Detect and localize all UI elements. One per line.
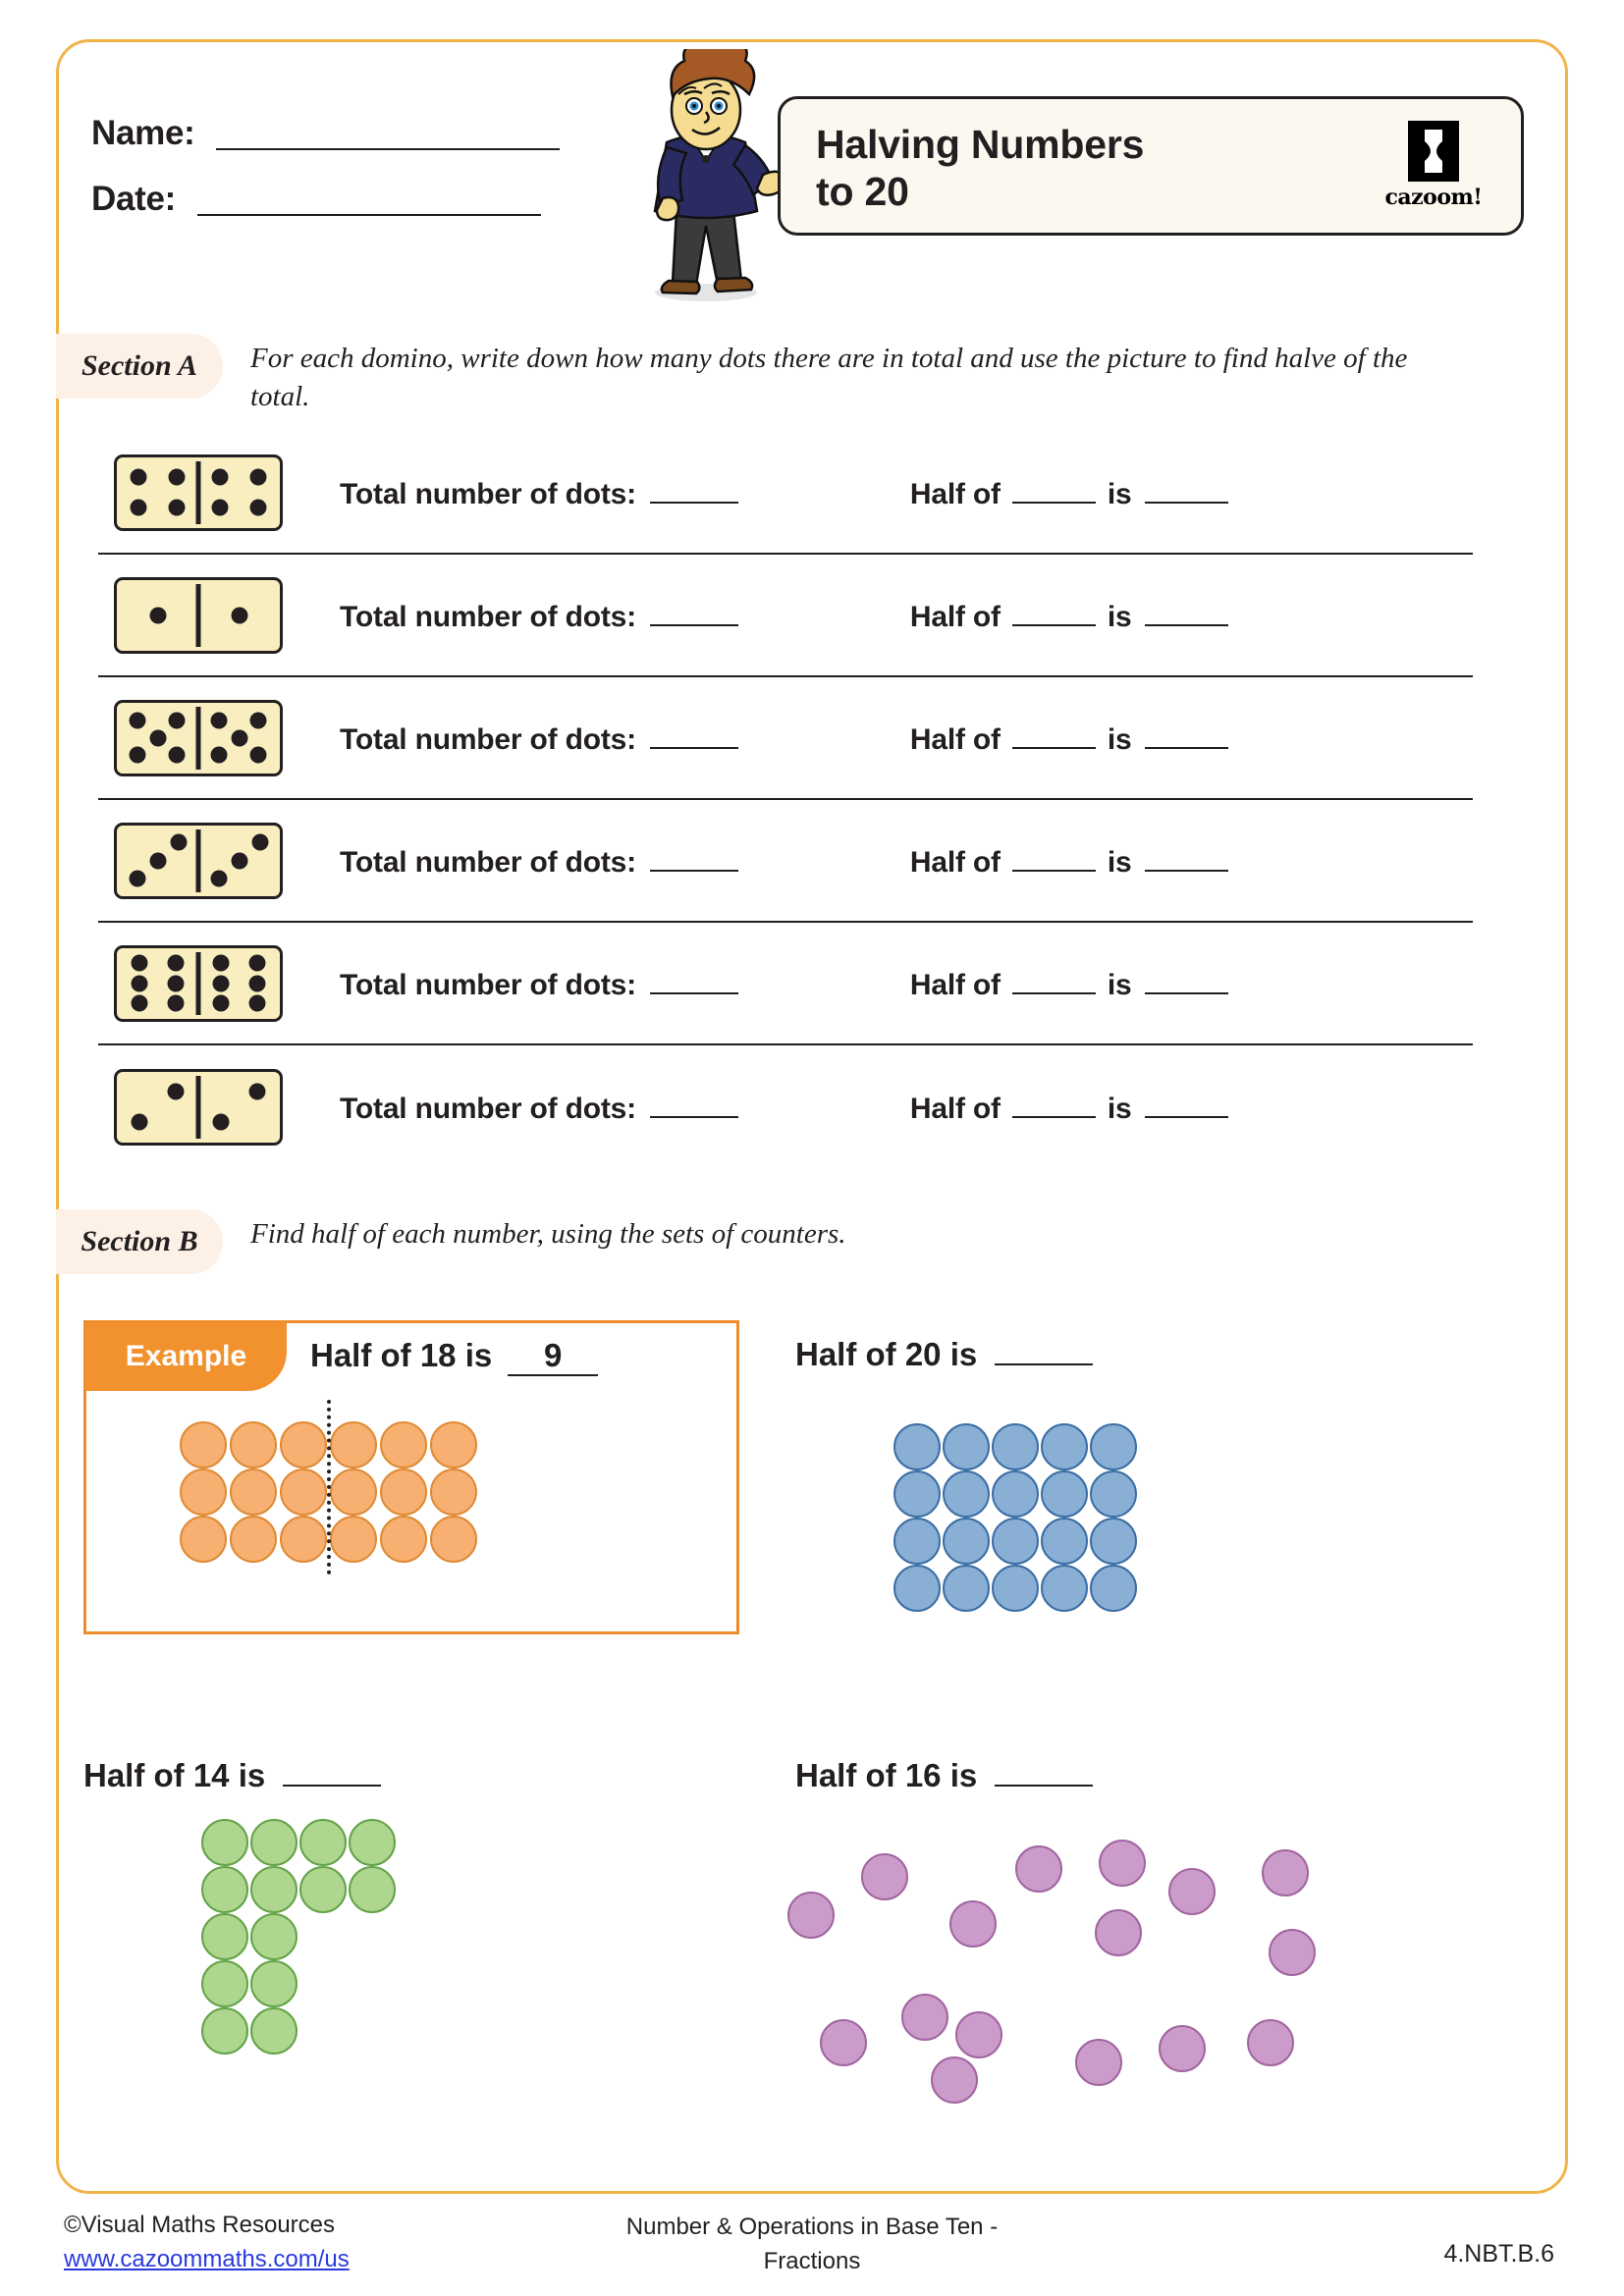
domino-pip (168, 468, 185, 485)
counter (1090, 1518, 1137, 1565)
counter (299, 1819, 347, 1866)
counter (1041, 1423, 1088, 1470)
footer-standard-desc (606, 2211, 1018, 2279)
domino-pip (131, 500, 147, 516)
counter (201, 1960, 248, 2007)
counter (1041, 1470, 1088, 1518)
date-input-line[interactable] (197, 212, 541, 216)
footer-copyright: ©Visual Maths Resources (64, 2212, 336, 2238)
domino-pip (129, 713, 145, 729)
domino-pip (169, 713, 186, 729)
worksheet-header (56, 39, 1568, 309)
domino-row-text (340, 597, 1228, 634)
domino-pip (213, 1114, 230, 1131)
counter (330, 1421, 377, 1468)
domino-pip (167, 975, 184, 991)
domino-pip (210, 871, 227, 887)
domino-divider (196, 461, 201, 524)
counter (430, 1421, 477, 1468)
counter (250, 2007, 298, 2055)
counter (1262, 1849, 1309, 1896)
example-tag: Example (85, 1322, 287, 1391)
domino-half-right (198, 948, 280, 1019)
counter (380, 1516, 427, 1563)
counter (992, 1470, 1039, 1518)
counter (380, 1421, 427, 1468)
counter (893, 1423, 941, 1470)
domino-tile (114, 945, 283, 1022)
domino-question-row (98, 923, 1473, 1045)
counter (787, 1892, 835, 1939)
counter (992, 1518, 1039, 1565)
half-of-number-blank[interactable] (1012, 965, 1096, 994)
domino-half-right (198, 826, 280, 896)
domino-half-right (198, 1072, 280, 1143)
domino-question-row (98, 432, 1473, 555)
domino-pip (129, 871, 145, 887)
domino-pip (252, 833, 269, 850)
half-answer-blank[interactable] (1145, 474, 1228, 504)
domino-tile (114, 823, 283, 899)
domino-tile (114, 700, 283, 776)
domino-pip (231, 607, 247, 623)
is-label: is (1107, 477, 1132, 510)
counter (1269, 1929, 1316, 1976)
example-answer: 9 (508, 1337, 598, 1376)
domino-pip (212, 500, 229, 516)
domino-pip (213, 994, 230, 1011)
half-of-group (910, 474, 1229, 511)
footer-standard-desc-line2: Fractions (763, 2247, 861, 2274)
domino-tile (114, 1069, 283, 1146)
counter (280, 1421, 327, 1468)
counter (955, 2011, 1002, 2058)
counter (230, 1421, 277, 1468)
half-answer-blank[interactable] (1145, 720, 1228, 749)
half-answer-blank[interactable] (1145, 965, 1228, 994)
counter (230, 1516, 277, 1563)
example-box (83, 1320, 739, 1634)
total-dots-blank[interactable] (650, 597, 738, 626)
counter (820, 2019, 867, 2066)
question-14 (83, 1755, 381, 1794)
total-dots-label: Total number of dots: (340, 968, 636, 1001)
is-label: is (1107, 968, 1132, 1001)
counter (250, 1960, 298, 2007)
counter (943, 1518, 990, 1565)
domino-half-right (198, 457, 280, 528)
worksheet-footer (56, 2209, 1568, 2293)
domino-tile (114, 454, 283, 531)
example-question-text: Half of 18 is (310, 1337, 493, 1373)
half-of-label: Half of (909, 600, 1001, 633)
cazoom-logo (1376, 121, 1491, 219)
is-label: is (1107, 600, 1132, 633)
domino-pip (149, 607, 166, 623)
half-of-number-blank[interactable] (1012, 1089, 1096, 1118)
section-a-instruction: For each domino, write down how many dots there are in total and use the picture to find halve of the total. (250, 343, 1408, 412)
half-of-label: Half of (909, 968, 1001, 1001)
domino-row-text (340, 965, 1228, 1002)
is-label: is (1107, 1092, 1132, 1125)
domino-pip (129, 746, 145, 763)
domino-pip (149, 729, 166, 746)
domino-pip (248, 975, 265, 991)
half-of-label: Half of (909, 722, 1001, 756)
question-14-text: Half of 14 is (83, 1757, 266, 1793)
total-dots-label: Total number of dots: (340, 600, 636, 633)
total-dots-label: Total number of dots: (340, 1092, 636, 1125)
domino-divider (196, 829, 201, 892)
domino-divider (196, 707, 201, 770)
counter (893, 1565, 941, 1612)
counter (180, 1516, 227, 1563)
counter (1041, 1518, 1088, 1565)
counter (943, 1565, 990, 1612)
domino-question-row (98, 800, 1473, 923)
domino-pip (249, 500, 266, 516)
page-title (816, 121, 1366, 216)
is-label: is (1107, 845, 1132, 879)
domino-divider (196, 584, 201, 647)
domino-pip (210, 713, 227, 729)
counter (349, 1866, 396, 1913)
question-20-answer-blank[interactable] (995, 1334, 1093, 1365)
counter (931, 2056, 978, 2104)
counter (1041, 1565, 1088, 1612)
section-a-rows (98, 432, 1473, 1168)
domino-half-left (117, 457, 198, 528)
counter (901, 1994, 948, 2041)
counter (201, 1866, 248, 1913)
counter (1015, 1845, 1062, 1893)
counter (250, 1913, 298, 1960)
domino-half-left (117, 1072, 198, 1143)
counter (1090, 1423, 1137, 1470)
question-16-answer-blank[interactable] (995, 1755, 1093, 1787)
section-b-label: Section B (56, 1209, 223, 1274)
total-dots-label: Total number of dots: (340, 845, 636, 879)
domino-pip (248, 994, 265, 1011)
name-label: Name: (91, 114, 195, 152)
half-of-number-blank[interactable] (1012, 597, 1096, 626)
counter (893, 1470, 941, 1518)
domino-row-text (340, 842, 1228, 880)
domino-half-left (117, 703, 198, 774)
name-input-line[interactable] (216, 146, 560, 150)
question-14-answer-blank[interactable] (283, 1755, 381, 1787)
domino-pip (132, 955, 148, 972)
domino-pip (132, 975, 148, 991)
total-dots-label: Total number of dots: (340, 722, 636, 756)
domino-half-left (117, 826, 198, 896)
domino-pip (167, 1083, 184, 1099)
half-of-number-blank[interactable] (1012, 720, 1096, 749)
counter (299, 1866, 347, 1913)
half-of-label: Half of (909, 845, 1001, 879)
domino-pip (132, 1114, 148, 1131)
counter (893, 1518, 941, 1565)
half-of-label: Half of (909, 477, 1001, 510)
domino-pip (167, 994, 184, 1011)
counter (1099, 1840, 1146, 1887)
counter (1090, 1470, 1137, 1518)
footer-standard-code: 4.NBT.B.6 (1443, 2240, 1554, 2268)
counter (430, 1468, 477, 1516)
domino-divider (196, 952, 201, 1015)
counter (349, 1819, 396, 1866)
counter (943, 1470, 990, 1518)
domino-pip (210, 746, 227, 763)
half-of-number-blank[interactable] (1012, 842, 1096, 872)
section-a-label: Section A (56, 334, 223, 399)
total-dots-blank[interactable] (650, 965, 738, 994)
footer-standard-desc-line1: Number & Operations in Base Ten - (625, 2214, 999, 2240)
half-answer-blank[interactable] (1145, 1089, 1228, 1118)
counter (250, 1819, 298, 1866)
counter (1247, 2019, 1294, 2066)
boy-mascot-icon (616, 49, 797, 304)
domino-pip (231, 729, 247, 746)
total-dots-blank[interactable] (650, 720, 738, 749)
domino-half-right (198, 580, 280, 651)
counter (949, 1900, 997, 1948)
domino-question-row (98, 555, 1473, 677)
counter (992, 1423, 1039, 1470)
counter (201, 1819, 248, 1866)
footer-website-link[interactable]: www.cazoommaths.com/us (64, 2245, 350, 2272)
section-b-instruction: Find half of each number, using the sets of counters. (250, 1218, 846, 1250)
half-of-group (910, 842, 1229, 880)
halving-split-line (327, 1400, 331, 1575)
domino-tile (114, 577, 283, 654)
half-answer-blank[interactable] (1145, 597, 1228, 626)
domino-question-row (98, 677, 1473, 800)
counter (1159, 2025, 1206, 2072)
domino-pip (132, 994, 148, 1011)
cazoom-mark-icon (1408, 121, 1459, 182)
half-of-group (910, 1089, 1229, 1126)
total-dots-label: Total number of dots: (340, 477, 636, 510)
section-b-header (56, 1209, 1529, 1274)
counter (943, 1423, 990, 1470)
domino-half-right (198, 703, 280, 774)
counter (280, 1516, 327, 1563)
example-question (310, 1337, 598, 1376)
domino-pip (213, 975, 230, 991)
counter (380, 1468, 427, 1516)
domino-pip (231, 852, 247, 869)
counter (1168, 1868, 1216, 1915)
half-answer-blank[interactable] (1145, 842, 1228, 872)
section-a-header (56, 334, 1529, 415)
counter (180, 1468, 227, 1516)
domino-row-text (340, 474, 1228, 511)
counter (861, 1853, 908, 1900)
half-of-number-blank[interactable] (1012, 474, 1096, 504)
total-dots-blank[interactable] (650, 1089, 738, 1118)
domino-pip (131, 468, 147, 485)
domino-row-text (340, 720, 1228, 757)
domino-pip (213, 955, 230, 972)
counter (1095, 1909, 1142, 1956)
domino-question-row (98, 1045, 1473, 1168)
domino-half-left (117, 948, 198, 1019)
question-20 (795, 1334, 1093, 1373)
domino-pip (171, 833, 188, 850)
domino-pip (212, 468, 229, 485)
counter (250, 1866, 298, 1913)
domino-pip (249, 468, 266, 485)
counter (230, 1468, 277, 1516)
counter (280, 1468, 327, 1516)
domino-pip (149, 852, 166, 869)
counter (180, 1421, 227, 1468)
total-dots-blank[interactable] (650, 842, 738, 872)
half-of-group (910, 965, 1229, 1002)
counter (330, 1468, 377, 1516)
cazoom-wordmark: cazoom! (1384, 185, 1483, 210)
counter (1090, 1565, 1137, 1612)
counter (330, 1516, 377, 1563)
question-16-text: Half of 16 is (795, 1757, 978, 1793)
worksheet-title-box (778, 96, 1524, 236)
domino-row-text (340, 1089, 1228, 1126)
page-title-line2: to 20 (816, 169, 909, 215)
counter (992, 1565, 1039, 1612)
counter (1075, 2039, 1122, 2086)
counter (201, 1913, 248, 1960)
question-16 (795, 1755, 1093, 1794)
domino-pip (168, 500, 185, 516)
domino-pip (248, 1083, 265, 1099)
is-label: is (1107, 722, 1132, 756)
domino-pip (167, 955, 184, 972)
domino-divider (196, 1076, 201, 1139)
footer-left (64, 2209, 350, 2277)
domino-pip (250, 746, 267, 763)
page-title-line1: Halving Numbers (816, 122, 1145, 167)
domino-half-left (117, 580, 198, 651)
date-label: Date: (91, 180, 177, 218)
question-20-text: Half of 20 is (795, 1336, 978, 1372)
name-field-row (91, 116, 560, 150)
half-of-label: Half of (909, 1092, 1001, 1125)
counter (201, 2007, 248, 2055)
half-of-group (910, 720, 1229, 757)
counter (430, 1516, 477, 1563)
domino-pip (169, 746, 186, 763)
domino-pip (248, 955, 265, 972)
domino-pip (250, 713, 267, 729)
total-dots-blank[interactable] (650, 474, 738, 504)
half-of-group (910, 597, 1229, 634)
date-field-row (91, 182, 541, 216)
